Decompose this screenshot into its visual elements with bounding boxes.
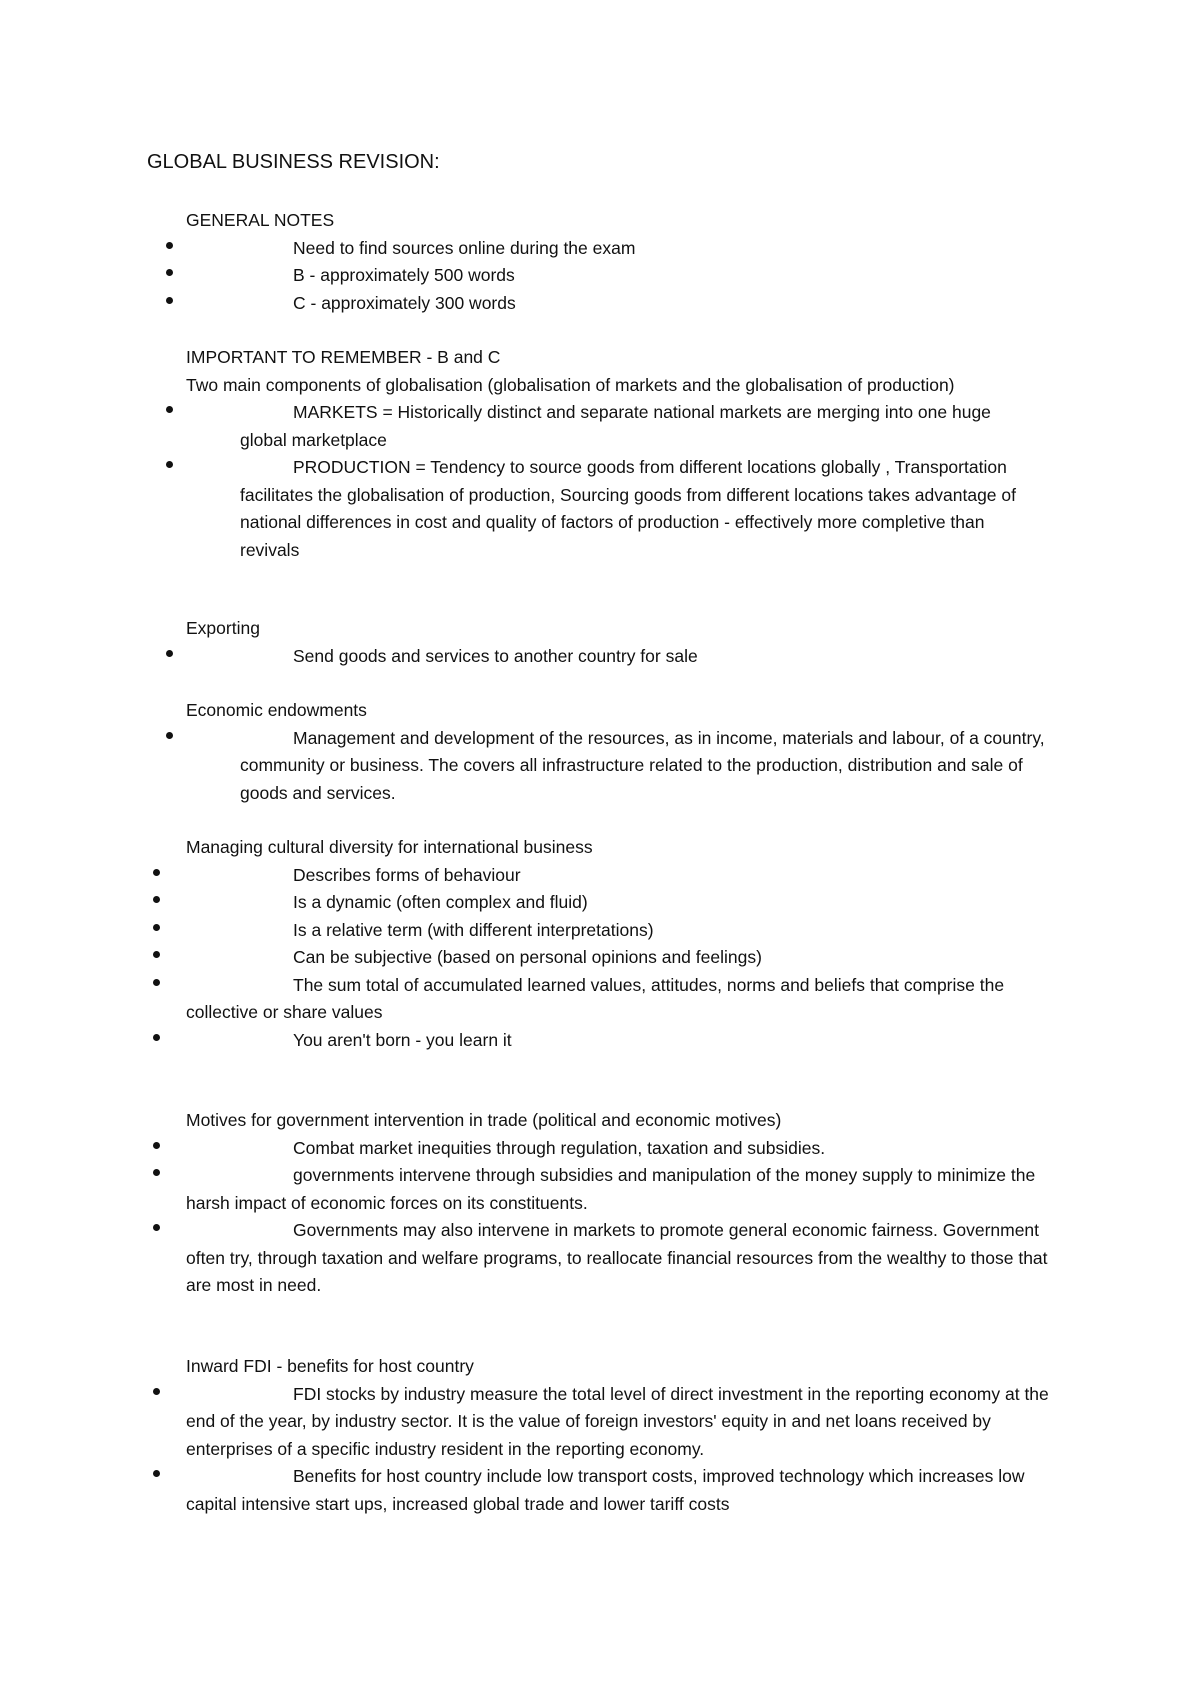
bullet-list — [186, 862, 1046, 1055]
section-intro: Two main components of globalisation (globalisation of markets and the globalisation of production) — [186, 374, 955, 395]
section-important-to-remember — [186, 344, 1086, 564]
bullet-icon — [166, 269, 173, 276]
list-item: Governments may also intervene in markets to promote general economic fairness. Government often try, through taxation and welfare programs, to reallocate financial resources from the wealthy to those that are most in need. — [186, 1217, 1066, 1300]
section-cultural-diversity — [186, 834, 1086, 1054]
list-item: Can be subjective (based on personal opinions and feelings) — [186, 944, 1046, 972]
list-item: FDI stocks by industry measure the total level of direct investment in the reporting economy at the end of the year, by industry sector. It is the value of foreign investors' equity in and net loans received by enterprises of a specific industry resident in the reporting economy. — [186, 1381, 1066, 1464]
bullet-icon — [153, 951, 160, 958]
section-economic-endowments — [186, 697, 1086, 807]
bullet-list — [186, 399, 1036, 564]
bullet-icon — [153, 1224, 160, 1231]
section-exporting — [186, 615, 1086, 670]
bullet-icon — [153, 869, 160, 876]
section-heading: Economic endowments — [186, 700, 367, 720]
section-heading: Managing cultural diversity for international business — [186, 837, 593, 857]
list-item: MARKETS = Historically distinct and separate national markets are merging into one huge global marketplace — [186, 399, 1036, 454]
list-item: governments intervene through subsidies and manipulation of the money supply to minimize the harsh impact of economic forces on its constituents. — [186, 1162, 1066, 1217]
bullet-icon — [166, 242, 173, 249]
section-government-intervention — [186, 1107, 1086, 1300]
bullet-icon — [166, 406, 173, 413]
section-heading: Inward FDI - benefits for host country — [186, 1356, 474, 1376]
list-item: Is a relative term (with different interpretations) — [186, 917, 1046, 945]
bullet-list — [186, 643, 1086, 671]
list-item: Combat market inequities through regulation, taxation and subsidies. — [186, 1135, 1066, 1163]
list-item: Is a dynamic (often complex and fluid) — [186, 889, 1046, 917]
bullet-list — [186, 725, 1066, 808]
list-item: Send goods and services to another country for sale — [186, 643, 1086, 671]
bullet-icon — [153, 924, 160, 931]
bullet-icon — [153, 979, 160, 986]
bullet-icon — [166, 650, 173, 657]
bullet-icon — [166, 461, 173, 468]
list-item: Management and development of the resources, as in income, materials and labour, of a country, community or business. The covers all infrastructure related to the production, distribution and sale of goods and services. — [186, 725, 1066, 808]
section-heading: GENERAL NOTES — [186, 210, 335, 230]
bullet-icon — [153, 896, 160, 903]
section-general-notes — [186, 207, 1086, 317]
list-item: PRODUCTION = Tendency to source goods from different locations globally , Transportation facilitates the globalisation of production, Sourcing goods from different locations takes advantage of national differences in cost and quality of factors of production - effectively more completive than revivals — [186, 454, 1036, 564]
section-heading: IMPORTANT TO REMEMBER - B and C — [186, 347, 501, 367]
list-item: Describes forms of behaviour — [186, 862, 1046, 890]
bullet-list — [186, 1381, 1066, 1519]
list-item: Benefits for host country include low transport costs, improved technology which increases low capital intensive start ups, increased global trade and lower tariff costs — [186, 1463, 1066, 1518]
list-item: B - approximately 500 words — [186, 262, 1086, 290]
bullet-icon — [166, 732, 173, 739]
list-item: C - approximately 300 words — [186, 290, 1086, 318]
bullet-icon — [153, 1034, 160, 1041]
bullet-list — [186, 1135, 1066, 1300]
list-item: The sum total of accumulated learned values, attitudes, norms and beliefs that comprise the collective or share values — [186, 972, 1046, 1027]
section-heading: Motives for government intervention in trade (political and economic motives) — [186, 1110, 782, 1130]
bullet-icon — [166, 297, 173, 304]
bullet-icon — [153, 1470, 160, 1477]
document-title: GLOBAL BUSINESS REVISION: — [147, 151, 440, 173]
section-inward-fdi — [186, 1353, 1086, 1518]
bullet-list — [186, 235, 1086, 318]
bullet-icon — [153, 1388, 160, 1395]
list-item: You aren't born - you learn it — [186, 1027, 1046, 1055]
list-item: Need to find sources online during the exam — [186, 235, 1086, 263]
bullet-icon — [153, 1169, 160, 1176]
bullet-icon — [153, 1142, 160, 1149]
section-heading: Exporting — [186, 618, 260, 638]
